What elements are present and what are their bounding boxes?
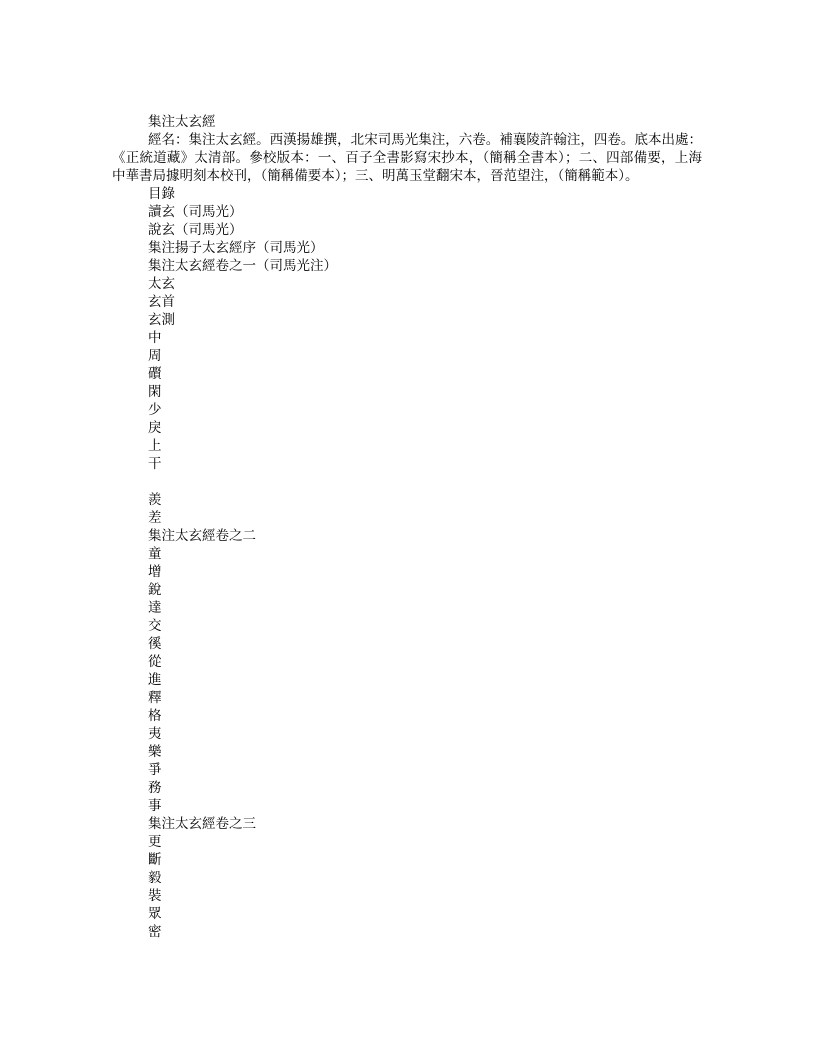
toc-entry: 毅 xyxy=(148,870,162,886)
document-title: 集注太玄經 xyxy=(148,114,216,130)
toc-entry: 童 xyxy=(148,546,162,562)
toc-entry: 增 xyxy=(148,564,162,580)
toc-entry: 集注太玄經卷之三 xyxy=(148,816,256,832)
toc-entry: 格 xyxy=(148,708,162,724)
toc-entry: 玄首 xyxy=(148,294,175,310)
toc-entry: 斷 xyxy=(148,852,162,868)
toc-entry: 更 xyxy=(148,834,162,850)
toc-entry: 干 xyxy=(148,456,162,472)
toc-heading: 目錄 xyxy=(148,186,175,202)
toc-entry: 玄測 xyxy=(148,312,175,328)
toc-entry: 銳 xyxy=(148,582,162,598)
toc-entry: 讀玄（司馬光） xyxy=(148,204,243,220)
toc-entry: 交 xyxy=(148,618,162,634)
toc-entry: 礥 xyxy=(148,366,162,382)
toc-entry: 密 xyxy=(148,924,162,940)
toc-entry: 眾 xyxy=(148,906,162,922)
toc-entry: 閑 xyxy=(148,384,162,400)
toc-entry: 上 xyxy=(148,438,162,454)
toc-entry: 從 xyxy=(148,654,162,670)
toc-entry: 集注揚子太玄經序（司馬光） xyxy=(148,240,324,256)
toc-entry: 說玄（司馬光） xyxy=(148,222,243,238)
toc-entry: 戾 xyxy=(148,420,162,436)
intro-paragraph: 經名：集注太玄經。西漢揚雄撰，北宋司馬光集注，六卷。補襄陵許翰注，四卷。底本出處：《正統道藏》太清部。參校版本：一、百子全書影寫宋抄本，（簡稱全書本）；二、四部備要，上海中華書局據明刻本校刊，（簡稱備要本）；三、明萬玉堂翻宋本，晉范望注，（簡稱範本）。 xyxy=(112,132,702,184)
toc-entry: 周 xyxy=(148,348,162,364)
toc-entry: 徯 xyxy=(148,636,162,652)
toc-entry: 達 xyxy=(148,600,162,616)
toc-entry: 集注太玄經卷之一（司馬光注） xyxy=(148,258,337,274)
toc-entry: 差 xyxy=(148,510,162,526)
toc-entry: 爭 xyxy=(148,762,162,778)
toc-entry: 少 xyxy=(148,402,162,418)
toc-list-a xyxy=(112,203,712,473)
toc-entry: 務 xyxy=(148,780,162,796)
document-body xyxy=(112,113,712,941)
toc-entry: 羨 xyxy=(148,492,162,508)
toc-entry: 進 xyxy=(148,672,162,688)
toc-entry: 夷 xyxy=(148,726,162,742)
blank-line xyxy=(112,473,712,491)
toc-entry: 太玄 xyxy=(148,276,175,292)
toc-entry: 裝 xyxy=(148,888,162,904)
toc-entry: 樂 xyxy=(148,744,162,760)
toc-entry: 釋 xyxy=(148,690,162,706)
toc-list-b xyxy=(112,491,712,941)
toc-entry: 事 xyxy=(148,798,162,814)
toc-entry: 中 xyxy=(148,330,162,346)
toc-entry: 集注太玄經卷之二 xyxy=(148,528,256,544)
